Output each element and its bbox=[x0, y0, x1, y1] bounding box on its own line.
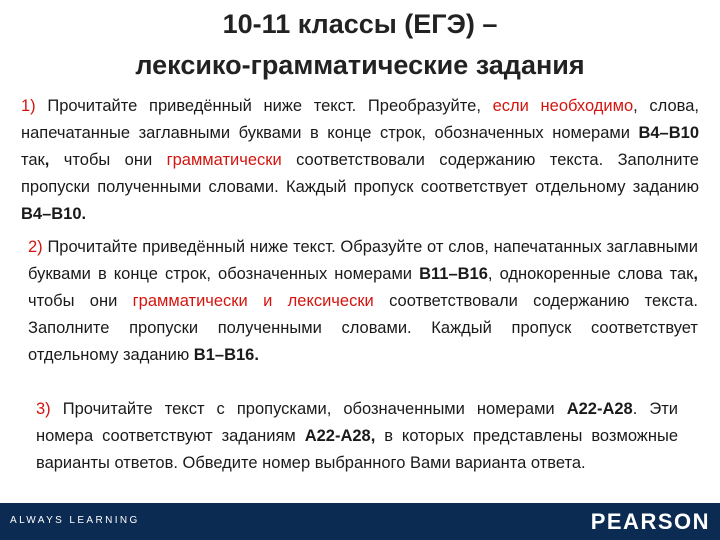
slide-title bbox=[0, 4, 720, 86]
task-1-text: чтобы они bbox=[49, 151, 167, 169]
task-2-numbers: В11–В16 bbox=[419, 265, 488, 283]
task-1-text: , слова, напечатанные заглавными буквами в конце строк, обозначенных номерами bbox=[21, 97, 699, 142]
task-1-comma: , bbox=[44, 151, 50, 169]
footer-tagline: ALWAYS LEARNING bbox=[10, 515, 140, 526]
task-1-highlight: грамматически bbox=[166, 151, 282, 169]
task-1-text: Прочитайте приведённый ниже текст. Преобразуйте, bbox=[35, 97, 493, 115]
task-3-number: 3) bbox=[36, 400, 51, 418]
title-line-2: лексико-грамматические задания bbox=[135, 50, 585, 80]
task-1-text: так bbox=[21, 151, 45, 169]
task-1-paragraph bbox=[21, 93, 699, 228]
task-2-number: 2) bbox=[28, 238, 43, 256]
task-1-numbers: В4–В10 bbox=[638, 124, 699, 142]
pearson-logo: PEARSON bbox=[590, 509, 710, 534]
task-3-numbers: А22-А28, bbox=[304, 427, 376, 445]
task-1-number: 1) bbox=[21, 97, 36, 115]
task-2-text: , однокоренные слова так bbox=[487, 265, 694, 283]
task-1-text: соответствовали содержанию текста. Заполните пропуски полученными словами. Каждый пропуск соответствует отдельному заданию bbox=[21, 151, 699, 196]
task-3-text: . Эти номера соответствуют заданиям bbox=[36, 400, 678, 445]
title-line-1: 10-11 классы (ЕГЭ) – bbox=[222, 9, 498, 39]
task-2-comma: , bbox=[693, 265, 698, 283]
task-2-highlight: грамматически и лексически bbox=[132, 292, 374, 310]
task-2-text: соответствовали содержанию текста. Заполните пропуски полученными словами. Каждый пропуск соответствует отдельному заданию bbox=[28, 292, 699, 364]
task-2-text: чтобы они bbox=[28, 292, 133, 310]
task-1-highlight: если необходимо bbox=[492, 97, 634, 115]
task-3-text: Прочитайте текст с пропусками, обозначенными номерами bbox=[50, 400, 567, 418]
task-3-text: в которых представлены возможные варианты ответов. Обведите номер выбранного Вами варианта ответа. bbox=[36, 427, 678, 472]
task-2-text: Прочитайте приведённый ниже текст. Образуйте от слов, напечатанных заглавными буквами в конце строк, обозначенных номерами bbox=[28, 238, 698, 283]
task-3-paragraph bbox=[36, 396, 678, 477]
task-1-numbers: В4–В10. bbox=[21, 205, 87, 223]
task-2-numbers: В1–В16. bbox=[193, 346, 259, 364]
footer-bar bbox=[0, 503, 720, 540]
task-3-numbers: А22-А28 bbox=[566, 400, 633, 418]
task-2-paragraph bbox=[28, 234, 698, 369]
